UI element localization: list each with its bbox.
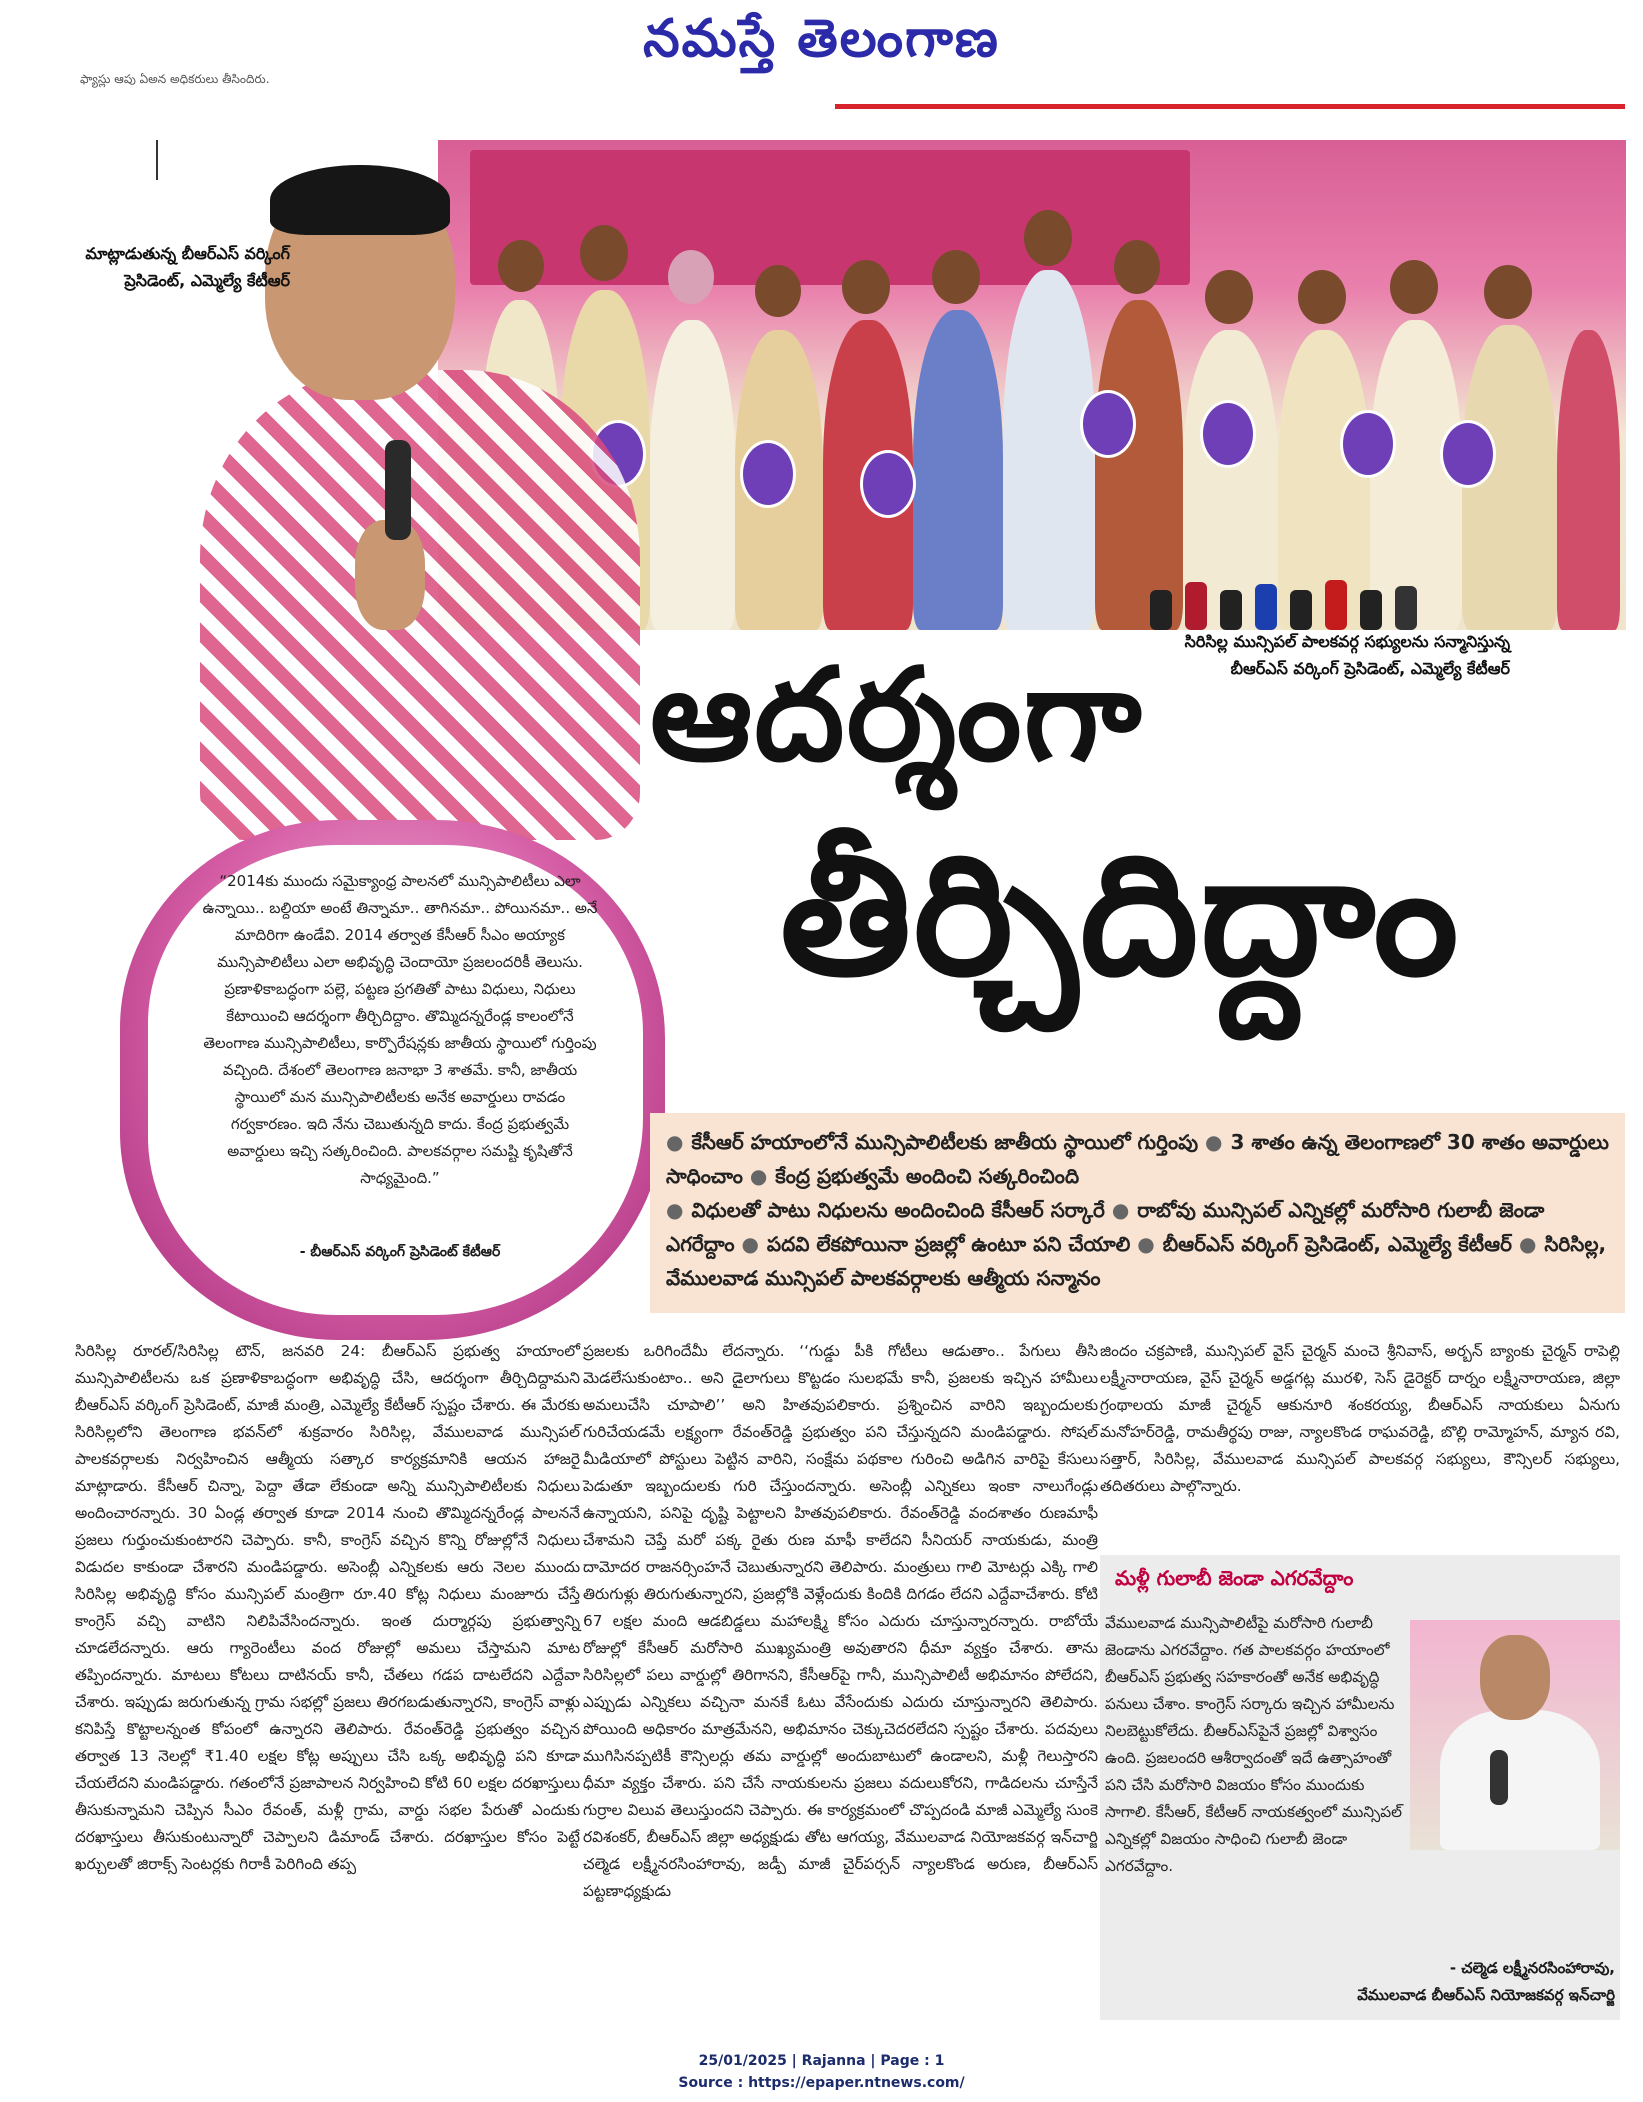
sidebar-photo-body: [1440, 1710, 1600, 1850]
headline-line-2: తీర్చిదిద్దాం: [780, 815, 1461, 1013]
signature-title: వేములవాడ బీఆర్‌ఎస్ నియోజకవర్గ ఇన్‌చార్జి: [1357, 1986, 1615, 2004]
highlights-box: [650, 1113, 1625, 1313]
article-column-3: జిందం చక్రపాణి, మున్సిపల్ వైస్ చైర్మన్ మంచె శ్రీనివాస్, అర్బన్ బ్యాంకు చైర్మన్ రాపెల్లి లక్ష్మీనారాయణ, వైస్ చైర్మన్ అడ్డగట్ల మురళి, సెస్ డైరెక్టర్ దార్నం లక్ష్మీనారాయణ, జిల్లా గ్రంథాలయ మాజీ చైర్మన్ ఆకునూరి శంకరయ్య, బీఆర్‌ఎస్ నాయకులు ఏనుగు మనోహర్‌రెడ్డి, రామతీర్థపు రాజు, న్యాలకొండ రాఘవరెడ్డి, బొల్లి రామ్మోహన్, మ్యాన రవి, సత్తార్, సిరిసిల్ల, వేములవాడ మున్సిపల్ పాలకవర్గ సభ్యులు, కౌన్సిలర్ సభ్యులు, తదితరులు పాల్గొన్నారు.: [1100, 1342, 1620, 1495]
microphone-icon: [1490, 1750, 1508, 1805]
sidebar-photo-face: [1480, 1635, 1550, 1720]
signature-name: - చల్మెడ లక్ష్మీనరసింహారావు,: [1449, 1959, 1615, 1977]
sidebar-title: మళ్లీ గులాబీ జెండా ఎగరవేద్దాం: [1115, 1566, 1354, 1590]
media-microphones: [1140, 570, 1440, 630]
page-footer: [0, 2050, 1643, 2094]
bullet-icon: ●: [1205, 1130, 1223, 1154]
bullet-icon: ●: [1518, 1232, 1537, 1256]
bullet-icon: ●: [666, 1198, 684, 1222]
header-red-rule: [835, 104, 1625, 109]
microphone-icon: [385, 440, 411, 540]
highlight-line: ● విధులతో పాటు నిధులను అందించింది కేసీఆర్ సర్కారే ● రాబోవు మున్సిపల్ ఎన్నికల్లో మరోసారి గులాబీ జెండా ఎగరేద్దాం ● పదవి లేకపోయినా ప్రజల్లో ఉంటూ పని చేయాలి ● బీఆర్‌ఎస్ వర్కింగ్ ప్రెసిడెంట్, ఎమ్మెల్యే కేటీఆర్ ● సిరిసిల్ల, వేములవాడ మున్సిపల్ పాలకవర్గాలకు ఆత్మీయ సన్మానం: [666, 1198, 1607, 1290]
bullet-icon: ●: [666, 1130, 684, 1154]
headline-line-1: ఆదర్శంగా: [650, 640, 1144, 790]
sidebar-text: వేములవాడ మున్సిపాలిటీపై మరోసారి గులాబీ జెండాను ఎగరవేద్దాం. గత పాలకవర్గం హయాంలో బీఆర్‌ఎస్ ప్రభుత్వ సహకారంతో అనేక అభివృద్ధి పనులు చేశాం. కాంగ్రెస్ సర్కారు ఇచ్చిన హామీలను నిలబెట్టుకోలేదు. బీఆర్‌ఎస్‌పైనే ప్రజల్లో విశ్వాసం ఉంది. ప్రజలందరి ఆశీర్వాదంతో ఇదే ఉత్సాహంతో పని చేసి మరోసారి విజయం కోసం ముందుకు సాగాలి. కేసీఆర్, కేటీఆర్ నాయకత్వంలో మున్సిపల్ ఎన్నికల్లో విజయం సాధించి గులాబీ జెండా ఎగరవేద్దాం.: [1105, 1614, 1402, 1875]
footer-date-page: 25/01/2025 | Rajanna | Page : 1: [698, 2053, 945, 2069]
ktr-portrait-hair: [270, 165, 450, 235]
masthead: [0, 8, 1643, 82]
bullet-icon: ●: [1137, 1232, 1155, 1256]
bullet-icon: ●: [749, 1164, 768, 1188]
quote-attribution: - బీఆర్‌ఎస్ వర్కింగ్ ప్రెసిడెంట్ కేటీఆర్: [299, 1244, 501, 1260]
quote-text: “2014కు ముందు సమైక్యాంధ్ర పాలనలో మున్సిపాలిటీలు ఎలా ఉన్నాయి.. బల్దియా అంటే తిన్నామా.. తాగినమా.. పోయినమా.. అనే మాదిరిగా ఉండేవి. 2014 తర్వాత కేసీఆర్ సీఎం అయ్యాక మున్సిపాలిటీలు ఎలా అభివృద్ధి చెందాయో ప్రజలందరికీ తెలుసు. ప్రణాళికాబద్ధంగా పల్లె, పట్టణ ప్రగతితో పాటు విధులు, నిధులు కేటాయించి ఆదర్శంగా తీర్చిదిద్దాం. తొమ్మిదన్నరేండ్ల కాలంలోనే తెలంగాణ మున్సిపాలిటీలు, కార్పొరేషన్లకు జాతీయ స్థాయిలో గుర్తింపు వచ్చింది. దేశంలో తెలంగాణ జనాభా 3 శాతమే. కానీ, జాతీయ స్థాయిలో మన మున్సిపాలిటీలకు అనేక అవార్డులు రావడం గర్వకారణం. ఇది నేను చెబుతున్నది కాదు. కేంద్ర ప్రభుత్వమే అవార్డులు ఇచ్చి సత్కరించింది. పాలకవర్గాల సమష్టి కృషితోనే సాధ్యమైంది.”: [202, 872, 598, 1187]
sidebar-signature: [1105, 1955, 1615, 2009]
ktr-photo-caption: మాట్లాడుతున్న బీఆర్‌ఎస్ వర్కింగ్ ప్రెసిడెంట్, ఎమ్మెల్యే కేటీఆర్: [85, 244, 290, 290]
bullet-icon: ●: [741, 1232, 759, 1256]
highlight-line: ● కేసీఆర్ హయాంలోనే మున్సిపాలిటీలకు జాతీయ స్థాయిలో గుర్తింపు ● 3 శాతం ఉన్న తెలంగాణలో 30 శాతం అవార్డులు సాధించాం ● కేంద్ర ప్రభుత్వమే అందించి సత్కరించింది: [666, 1130, 1609, 1188]
article-column-1: సిరిసిల్ల రూరల్/సిరిసిల్ల టౌన్, జనవరి 24: బీఆర్‌ఎస్ ప్రభుత్వ హయాంలో మున్సిపాలిటీలను ఒక ప్రణాళికాబద్ధంగా అభివృద్ధి చేసి, ఆదర్శంగా తీర్చిదిద్దామని బీఆర్‌ఎస్ వర్కింగ్ ప్రెసిడెంట్, మాజీ మంత్రి, ఎమ్మెల్యే కేటీఆర్ స్పష్టం చేశారు. ఈ మేరకు సిరిసిల్లలోని తెలంగాణ భవన్‌లో శుక్రవారం సిరిసిల్ల, వేములవాడ మున్సిపల్ పాలకవర్గాలకు నిర్వహించిన ఆత్మీయ సత్కార కార్యక్రమానికి ఆయన హాజరై మాట్లాడారు. కేసీఆర్ చిన్నా, పెద్దా తేడా లేకుండా అన్ని మున్సిపాలిటీలకు నిధులు అందించారన్నారు. 30 ఏండ్ల తర్వాత కూడా 2014 నుంచి తొమ్మిదన్నరేండ్ల పాలననే ప్రజలు గుర్తుంచుకుంటారని చెప్పారు. కానీ, కాంగ్రెస్ వచ్చిన కొన్ని రోజుల్లోనే నిధులు విడుదల కాకుండా చేశారని మండిపడ్డారు. అసెంబ్లీ ఎన్నికలకు ఆరు నెలల ముందు సిరిసిల్ల అభివృద్ధి కోసం మున్సిపల్ మంత్రిగా రూ.40 కోట్ల నిధులు మంజూరు చేస్తే కాంగ్రెస్ వచ్చి వాటిని నిలిపివేసిందన్నారు. ఇంత దుర్మార్గపు ప్రభుత్వాన్ని చూడలేదన్నారు. ఆరు గ్యారెంటీలు వంద రోజుల్లో అమలు చేస్తామని మాట తప్పిందన్నారు. మాటలు కోటలు దాటినయ్ కానీ, చేతలు గడప దాటలేదని ఎద్దేవా చేశారు. ఇప్పుడు జరుగుతున్న గ్రామ సభల్లో ప్రజలు తిరగబడుతున్నారని, కాంగ్రెస్ వాళ్లు కనిపిస్తే కొట్టాలన్నంత కోపంలో ఉన్నారని తెలిపారు. రేవంత్‌రెడ్డి ప్రభుత్వం వచ్చిన తర్వాత 13 నెలల్లో ₹1.40 లక్షల కోట్ల అప్పులు చేసి ఒక్క అభివృద్ధి పని కూడా చేయలేదని మండిపడ్డారు. గతంలోనే ప్రజాపాలన నిర్వహించి కోటి 60 లక్షల దరఖాస్తులు తీసుకున్నామని చెప్పిన సీఎం రేవంత్, మళ్లీ గ్రామ, వార్డు సభల పేరుతో ఎందుకు దరఖాస్తులు తీసుకుంటున్నారో చెప్పాలని డిమాండ్ చేశారు. దరఖాస్తుల కోసం పెట్టే ఖర్చులతో జిరాక్స్ సెంటర్లకు గిరాకీ పెరిగింది తప్ప: [75, 1342, 580, 1873]
article-column-2: ప్రజలకు ఒరిగిందేమీ లేదన్నారు. ‘‘గుడ్డు పీకి గోటీలు ఆడుతాం.. పేగులు తీసి మెడలేసుకుంటాం.. అని డైలాగులు కొట్టడం సులభమే కానీ, ప్రజలకు ఇచ్చిన హామీలు అమలుచేసి చూపాలి’’ అని హితవుపలికారు. ప్రశ్నించిన వారిని ఇబ్బందులకు గురిచేయడమే లక్ష్యంగా రేవంత్‌రెడ్డి ప్రభుత్వం పని చేస్తున్నదని మండిపడ్డారు. సోషల్ మీడియాలో పోస్టులు పెట్టిన వారిని, సంక్షేమ పథకాల గురించి అడిగిన వారిపై కేసులు పెడుతూ ఇబ్బందులకు గురి చేస్తుందన్నారు. అసెంబ్లీ ఎన్నికలు ఇంకా నాలుగేండ్లు ఉన్నాయని, పనిపై దృష్టి పెట్టాలని హితవుపలికారు. రేవంత్‌రెడ్డి వందశాతం రుణమాఫీ చేశామని చెప్తే మరో పక్క రైతు రుణ మాఫీ కాలేదని సీనియర్ నాయకుడు, మంత్రి దామోదర రాజనర్సింహనే చెబుతున్నారని తెలిపారు. మంత్రులు గాలి మోటర్లు ఎక్కి గాలి తిరుగుళ్లు తిరుగుతున్నారని, ప్రజల్లోకి వెళ్లేందుకు కిందికి దిగడం లేదని ఎద్దేవాచేశారు. కోటి 67 లక్షల మంది ఆడబిడ్డలు మహాలక్ష్మి కోసం ఎదురు చూస్తున్నారన్నారు. రాబోయే రోజుల్లో కేసీఆర్ మరోసారి ముఖ్యమంత్రి అవుతారని ధీమా వ్యక్తం చేశారు. తాను సిరిసిల్లలో పలు వార్డుల్లో తిరిగానని, కేసీఆర్‌పై గానీ, మున్సిపాలిటీ అభిమానం పోలేదని, ఎప్పుడు ఎన్నికలు వచ్చినా మనకే ఓటు వేసేందుకు ఎదురు చూస్తున్నారని తెలిపారు. పోయింది అధికారం మాత్రమేనని, అభిమానం చెక్కుచెదరలేదని స్పష్టం చేశారు. పదవులు ముగిసినప్పటికీ కౌన్సిలర్లు తమ వార్డుల్లో అందుబాటులో ఉండాలని, మళ్లీ గెలుస్తారని ధీమా వ్యక్తం చేశారు. పని చేసే నాయకులను ప్రజలు వదులుకోరని, గాడిదలను చూస్తేనే గుర్రాల విలువ తెలుస్తుందని చెప్పారు. ఈ కార్యక్రమంలో చొప్పదండి మాజీ ఎమ్మెల్యే సుంకె రవిశంకర్, బీఆర్‌ఎస్ జిల్లా అధ్యక్షుడు తోట ఆగయ్య, వేములవాడ నియోజకవర్గ ఇన్‌చార్జి చల్మెడ లక్ష్మీనరసింహారావు, జడ్పీ మాజీ చైర్‌పర్సన్ న్యాలకొండ అరుణ, బీఆర్‌ఎస్ పట్టణాధ్యక్షుడు: [583, 1342, 1098, 1900]
bullet-icon: ●: [1111, 1198, 1130, 1222]
cut-off-text: ఫ్యాస్లు ఆపు ఏఅన అధికరులు తీసిందిరు.: [80, 72, 270, 86]
column-divider: [156, 140, 158, 180]
newspaper-title: నమస్తే తెలంగాణ: [643, 8, 1000, 69]
footer-source[interactable]: Source : https://epaper.ntnews.com/: [678, 2075, 965, 2091]
group-photo-caption: సిరిసిల్ల మున్సిపల్ పాలకవర్గ సభ్యులను సన్మానిస్తున్న బీఆర్‌ఎస్ వర్కింగ్ ప్రెసిడెంట్, ఎమ్మెల్యే కేటీఆర్: [1184, 632, 1510, 678]
